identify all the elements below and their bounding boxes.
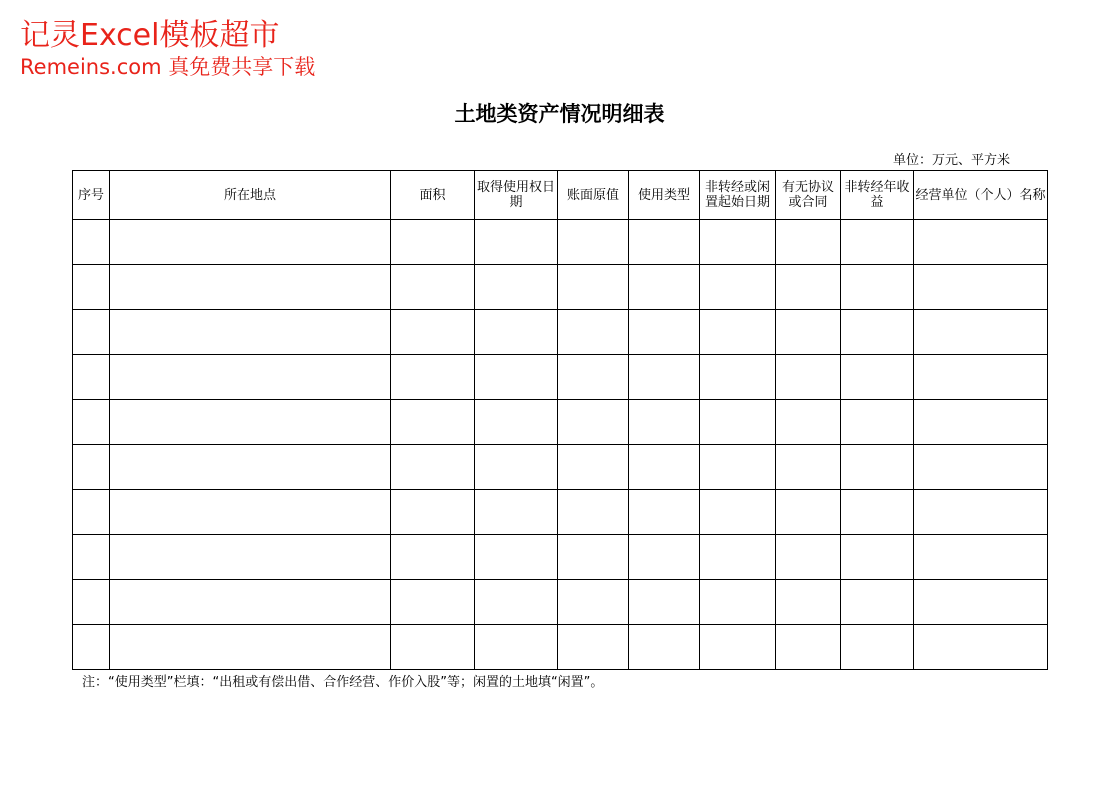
cell-index bbox=[73, 490, 110, 535]
cell-idle-start-date bbox=[700, 625, 776, 670]
cell-agreement bbox=[776, 490, 841, 535]
cell-usage-type bbox=[629, 580, 700, 625]
cell-agreement bbox=[776, 445, 841, 490]
cell-agreement bbox=[776, 220, 841, 265]
cell-book-value bbox=[558, 265, 629, 310]
cell-operator-name bbox=[914, 580, 1048, 625]
header-index: 序号 bbox=[73, 171, 110, 220]
table-row bbox=[73, 400, 1048, 445]
cell-location bbox=[110, 535, 391, 580]
cell-book-value bbox=[558, 400, 629, 445]
cell-index bbox=[73, 265, 110, 310]
cell-usage-type bbox=[629, 265, 700, 310]
cell-book-value bbox=[558, 625, 629, 670]
cell-usage-type bbox=[629, 445, 700, 490]
cell-usage-type bbox=[629, 625, 700, 670]
cell-book-value bbox=[558, 535, 629, 580]
header-annual-income: 非转经年收益 bbox=[841, 171, 914, 220]
cell-idle-start-date bbox=[700, 535, 776, 580]
cell-annual-income bbox=[841, 400, 914, 445]
cell-area bbox=[391, 445, 475, 490]
cell-acquisition-date bbox=[475, 535, 558, 580]
cell-index bbox=[73, 310, 110, 355]
cell-index bbox=[73, 580, 110, 625]
cell-area bbox=[391, 625, 475, 670]
cell-location bbox=[110, 445, 391, 490]
asset-table bbox=[72, 170, 1048, 670]
header-acquisition-date: 取得使用权日期 bbox=[475, 171, 558, 220]
cell-acquisition-date bbox=[475, 265, 558, 310]
header-usage-type: 使用类型 bbox=[629, 171, 700, 220]
cell-operator-name bbox=[914, 220, 1048, 265]
cell-annual-income bbox=[841, 625, 914, 670]
cell-area bbox=[391, 490, 475, 535]
header-area: 面积 bbox=[391, 171, 475, 220]
page-title: 土地类资产情况明细表 bbox=[454, 102, 665, 126]
cell-idle-start-date bbox=[700, 355, 776, 400]
cell-idle-start-date bbox=[700, 490, 776, 535]
cell-location bbox=[110, 490, 391, 535]
cell-agreement bbox=[776, 625, 841, 670]
header-operator-name: 经营单位（个人）名称 bbox=[914, 171, 1048, 220]
cell-area bbox=[391, 535, 475, 580]
cell-index bbox=[73, 625, 110, 670]
cell-usage-type bbox=[629, 535, 700, 580]
header-book-value: 账面原值 bbox=[558, 171, 629, 220]
table-row bbox=[73, 490, 1048, 535]
cell-location bbox=[110, 310, 391, 355]
cell-agreement bbox=[776, 265, 841, 310]
table-row bbox=[73, 355, 1048, 400]
cell-operator-name bbox=[914, 265, 1048, 310]
cell-operator-name bbox=[914, 355, 1048, 400]
cell-book-value bbox=[558, 220, 629, 265]
cell-location bbox=[110, 220, 391, 265]
cell-annual-income bbox=[841, 580, 914, 625]
cell-location bbox=[110, 265, 391, 310]
cell-annual-income bbox=[841, 310, 914, 355]
cell-index bbox=[73, 445, 110, 490]
cell-agreement bbox=[776, 310, 841, 355]
cell-operator-name bbox=[914, 535, 1048, 580]
cell-book-value bbox=[558, 490, 629, 535]
cell-location bbox=[110, 625, 391, 670]
cell-agreement bbox=[776, 355, 841, 400]
cell-acquisition-date bbox=[475, 490, 558, 535]
table-row bbox=[73, 580, 1048, 625]
cell-usage-type bbox=[629, 220, 700, 265]
table-row bbox=[73, 220, 1048, 265]
cell-operator-name bbox=[914, 490, 1048, 535]
cell-area bbox=[391, 400, 475, 445]
cell-operator-name bbox=[914, 625, 1048, 670]
cell-idle-start-date bbox=[700, 265, 776, 310]
cell-acquisition-date bbox=[475, 355, 558, 400]
cell-idle-start-date bbox=[700, 220, 776, 265]
cell-location bbox=[110, 580, 391, 625]
cell-annual-income bbox=[841, 535, 914, 580]
cell-idle-start-date bbox=[700, 445, 776, 490]
footnote: 注：“使用类型”栏填：“出租或有偿出借、合作经营、作价入股”等；闲置的土地填“闲置”。 bbox=[82, 675, 604, 690]
cell-idle-start-date bbox=[700, 580, 776, 625]
cell-area bbox=[391, 355, 475, 400]
cell-annual-income bbox=[841, 445, 914, 490]
cell-location bbox=[110, 400, 391, 445]
cell-idle-start-date bbox=[700, 400, 776, 445]
table-row bbox=[73, 265, 1048, 310]
table-row bbox=[73, 625, 1048, 670]
cell-area bbox=[391, 220, 475, 265]
watermark-subtitle: Remeins.com 真免费共享下载 bbox=[20, 55, 316, 79]
cell-acquisition-date bbox=[475, 400, 558, 445]
cell-agreement bbox=[776, 580, 841, 625]
cell-annual-income bbox=[841, 220, 914, 265]
cell-book-value bbox=[558, 445, 629, 490]
cell-agreement bbox=[776, 535, 841, 580]
header-agreement: 有无协议或合同 bbox=[776, 171, 841, 220]
cell-acquisition-date bbox=[475, 310, 558, 355]
cell-area bbox=[391, 265, 475, 310]
cell-index bbox=[73, 220, 110, 265]
cell-acquisition-date bbox=[475, 220, 558, 265]
cell-operator-name bbox=[914, 445, 1048, 490]
cell-annual-income bbox=[841, 490, 914, 535]
cell-usage-type bbox=[629, 310, 700, 355]
watermark-title: 记灵Excel模板超市 bbox=[20, 18, 280, 53]
cell-annual-income bbox=[841, 265, 914, 310]
cell-annual-income bbox=[841, 355, 914, 400]
cell-index bbox=[73, 400, 110, 445]
cell-index bbox=[73, 535, 110, 580]
cell-location bbox=[110, 355, 391, 400]
cell-usage-type bbox=[629, 400, 700, 445]
cell-agreement bbox=[776, 400, 841, 445]
header-idle-start-date: 非转经或闲置起始日期 bbox=[700, 171, 776, 220]
cell-book-value bbox=[558, 580, 629, 625]
cell-acquisition-date bbox=[475, 445, 558, 490]
cell-operator-name bbox=[914, 400, 1048, 445]
table-row bbox=[73, 445, 1048, 490]
cell-usage-type bbox=[629, 490, 700, 535]
header-location: 所在地点 bbox=[110, 171, 391, 220]
table-row bbox=[73, 535, 1048, 580]
cell-index bbox=[73, 355, 110, 400]
cell-book-value bbox=[558, 355, 629, 400]
table-header-row bbox=[73, 171, 1048, 220]
cell-idle-start-date bbox=[700, 310, 776, 355]
cell-operator-name bbox=[914, 310, 1048, 355]
cell-acquisition-date bbox=[475, 625, 558, 670]
cell-usage-type bbox=[629, 355, 700, 400]
unit-note: 单位：万元、平方米 bbox=[892, 153, 1010, 168]
cell-acquisition-date bbox=[475, 580, 558, 625]
cell-area bbox=[391, 310, 475, 355]
cell-area bbox=[391, 580, 475, 625]
table-row bbox=[73, 310, 1048, 355]
cell-book-value bbox=[558, 310, 629, 355]
